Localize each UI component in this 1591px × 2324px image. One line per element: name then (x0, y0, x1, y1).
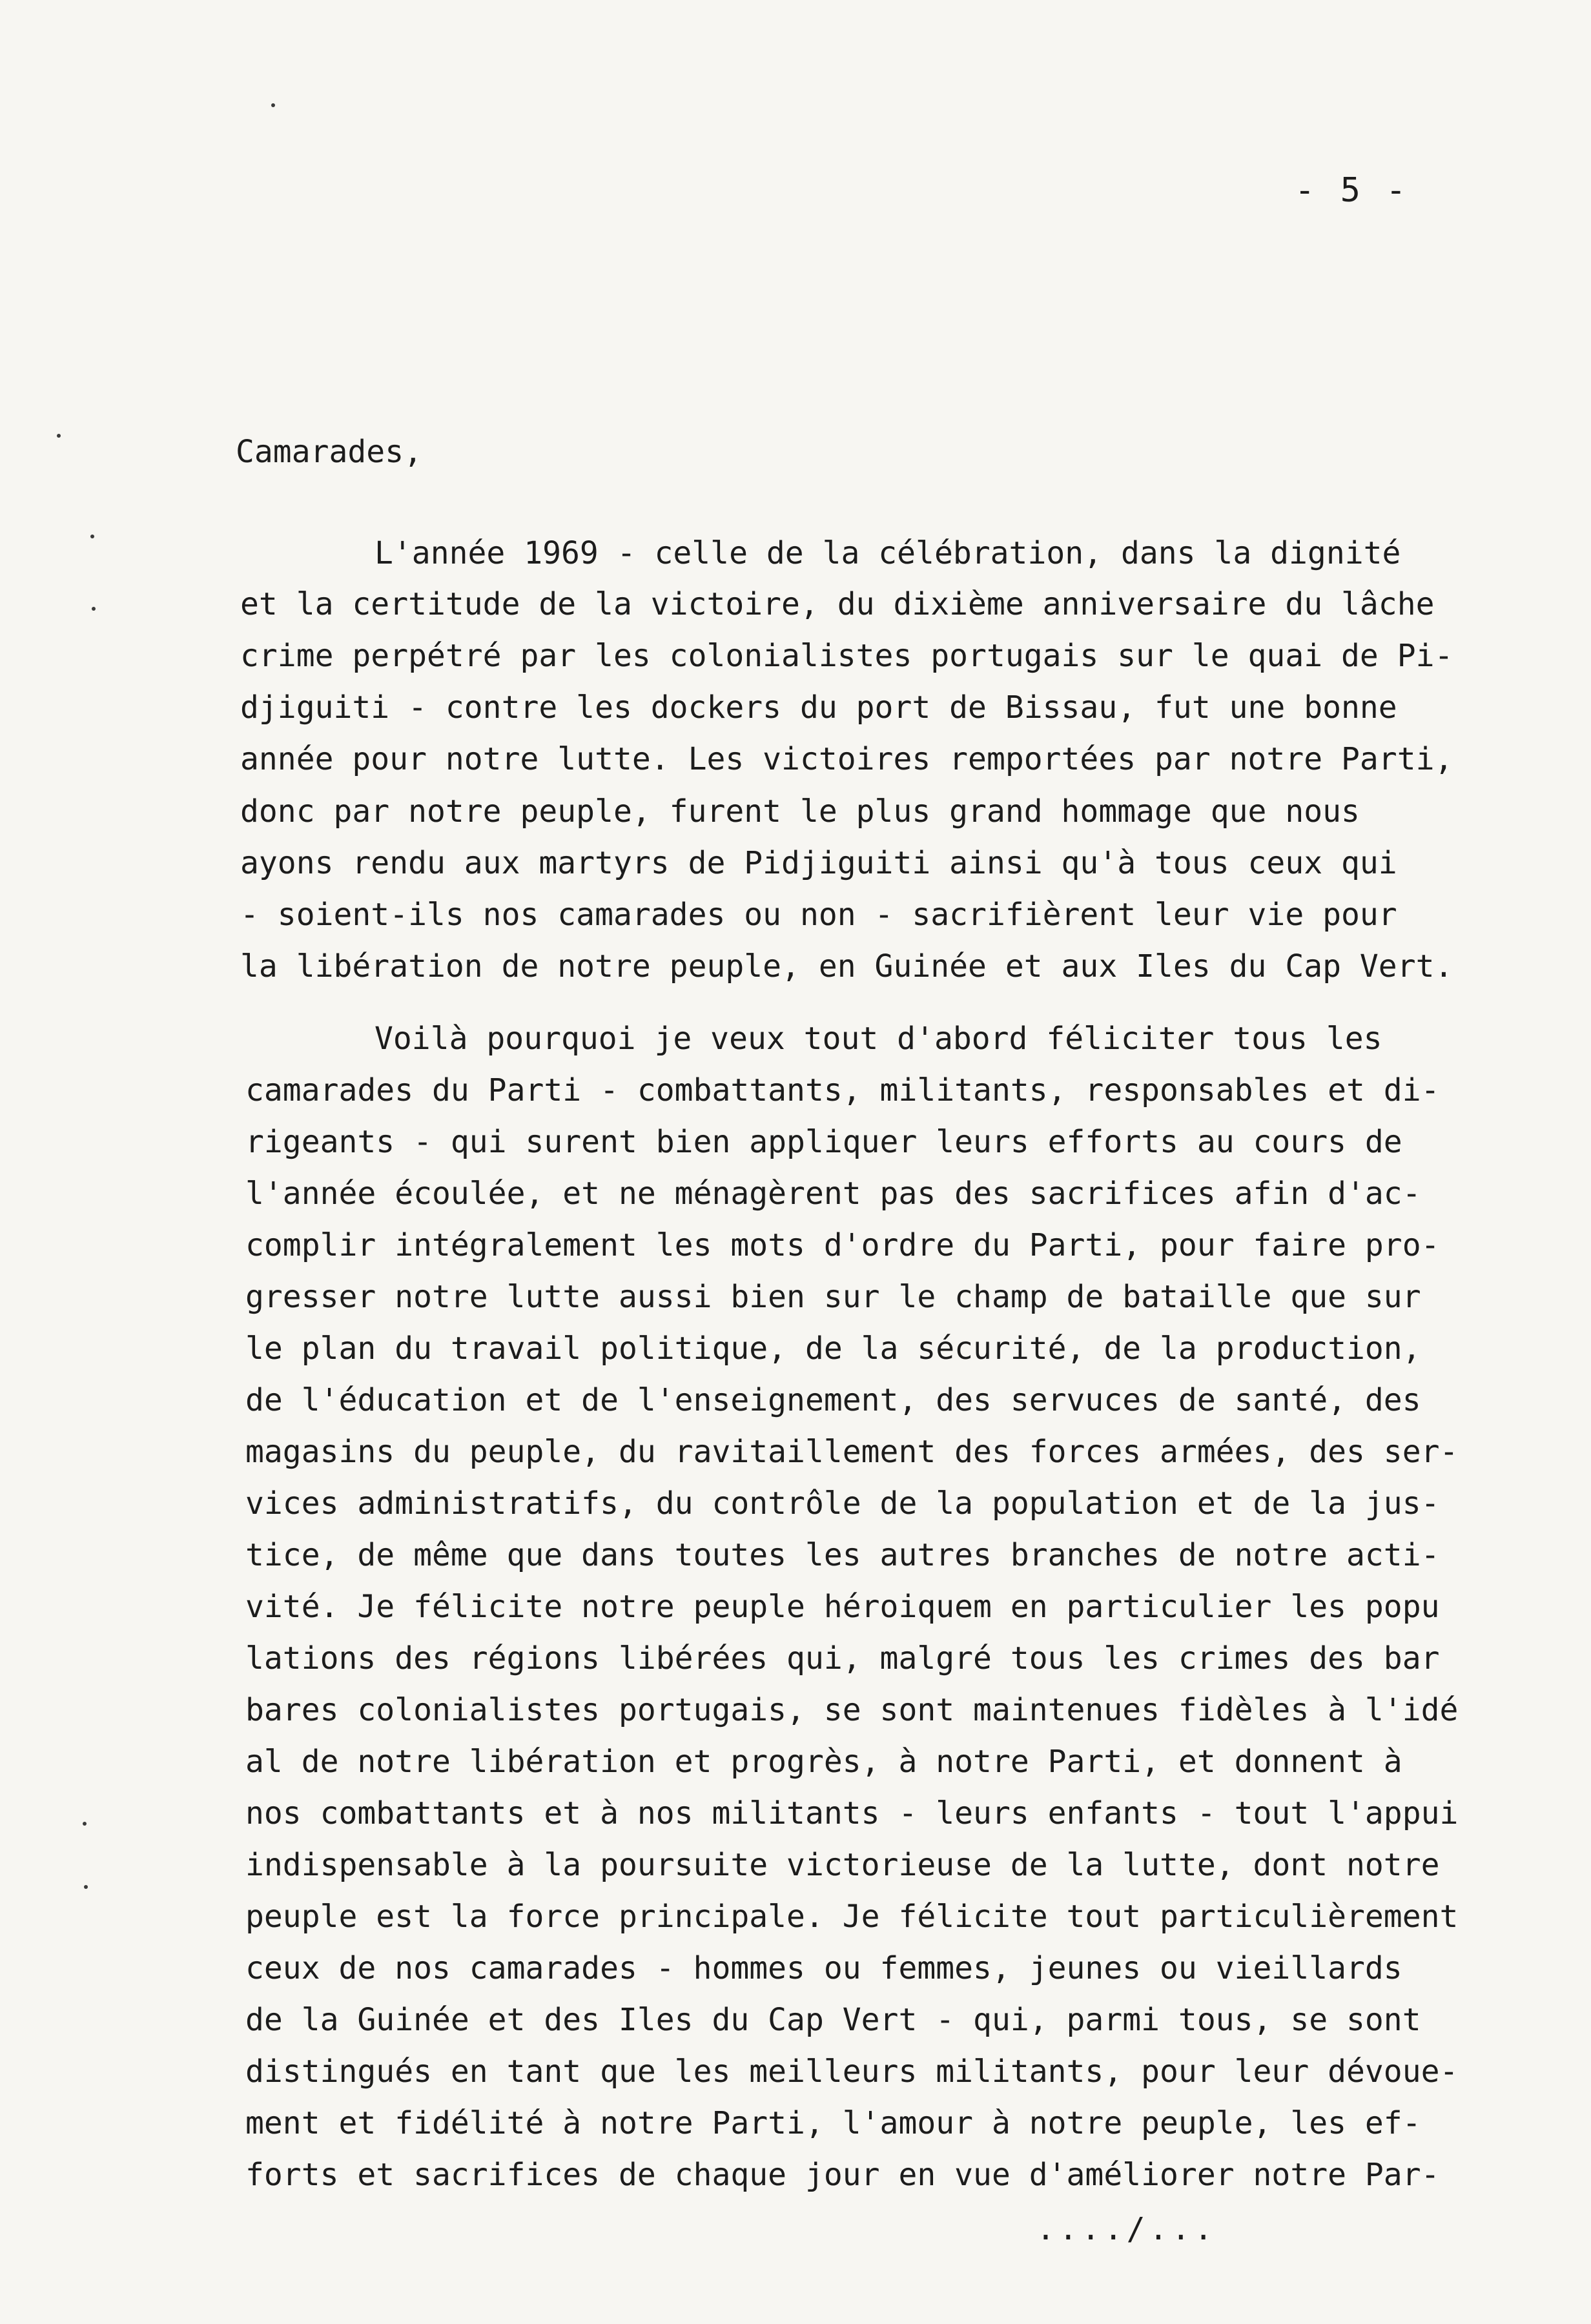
scan-speck (84, 1885, 88, 1889)
text-line: Voilà pourquoi je veux tout d'abord féliciter tous les (375, 1021, 1382, 1057)
text-line: ceux de nos camarades - hommes ou femmes, jeunes ou vieillards (245, 1950, 1402, 1986)
scan-speck (57, 434, 61, 438)
text-line: tice, de même que dans toutes les autres branches de notre acti- (245, 1537, 1440, 1573)
text-line: bares colonialistes portugais, se sont maintenues fidèles à l'idé (245, 1692, 1459, 1728)
text-line: et la certitude de la victoire, du dixième anniversaire du lâche (240, 586, 1435, 622)
scan-speck (92, 607, 96, 611)
text-line: L'année 1969 - celle de la célébration, dans la dignité (375, 535, 1401, 571)
text-line: de la Guinée et des Iles du Cap Vert - qui, parmi tous, se sont (245, 2002, 1421, 2038)
text-line: peuple est la force principale. Je félicite tout particulièrement (245, 1899, 1459, 1935)
text-line: camarades du Parti - combattants, militants, responsables et di- (245, 1072, 1440, 1108)
continuation-marker: ..../... (1036, 2211, 1217, 2247)
text-line: le plan du travail politique, de la sécurité, de la production, (245, 1330, 1421, 1367)
text-line: ment et fidélité à notre Parti, l'amour à notre peuple, les ef- (245, 2105, 1421, 2141)
text-line: lations des régions libérées qui, malgré tous les crimes des bar (245, 1640, 1440, 1677)
text-line: vices administratifs, du contrôle de la population et de la jus- (245, 1485, 1440, 1522)
text-line: rigeants - qui surent bien appliquer leurs efforts au cours de (245, 1124, 1402, 1160)
text-line: de l'éducation et de l'enseignement, des servuces de santé, des (245, 1382, 1421, 1418)
text-line: indispensable à la poursuite victorieuse de la lutte, dont notre (245, 1847, 1440, 1883)
text-line: crime perpétré par les colonialistes portugais sur le quai de Pi- (240, 638, 1453, 674)
page-number: - 5 - (1295, 171, 1409, 210)
salutation: Camarades, (236, 434, 422, 470)
text-line: gresser notre lutte aussi bien sur le champ de bataille que sur (245, 1279, 1421, 1315)
scan-speck (83, 1822, 87, 1826)
text-line: forts et sacrifices de chaque jour en vue d'améliorer notre Par- (245, 2157, 1440, 2193)
text-line: al de notre libération et progrès, à notre Parti, et donnent à (245, 1744, 1402, 1780)
scan-speck (271, 103, 275, 107)
text-line: année pour notre lutte. Les victoires remportées par notre Parti, (240, 741, 1453, 777)
text-line: distingués en tant que les meilleurs militants, pour leur dévoue- (245, 2054, 1459, 2090)
text-line: l'année écoulée, et ne ménagèrent pas des sacrifices afin d'ac- (245, 1176, 1421, 1212)
text-line: complir intégralement les mots d'ordre du Parti, pour faire pro- (245, 1227, 1440, 1263)
text-line: nos combattants et à nos militants - leurs enfants - tout l'appui (245, 1795, 1459, 1831)
text-line: ayons rendu aux martyrs de Pidjiguiti ainsi qu'à tous ceux qui (240, 845, 1397, 881)
text-line: - soient-ils nos camarades ou non - sacrifièrent leur vie pour (240, 897, 1397, 933)
text-line: vité. Je félicite notre peuple héroiquem en particulier les popu (245, 1589, 1440, 1625)
text-line: magasins du peuple, du ravitaillement des forces armées, des ser- (245, 1434, 1459, 1470)
text-line: la libération de notre peuple, en Guinée et aux Iles du Cap Vert. (240, 948, 1453, 984)
text-line: djiguiti - contre les dockers du port de Bissau, fut une bonne (240, 689, 1397, 726)
scan-speck (90, 535, 94, 538)
text-line: donc par notre peuple, furent le plus grand hommage que nous (240, 793, 1360, 830)
